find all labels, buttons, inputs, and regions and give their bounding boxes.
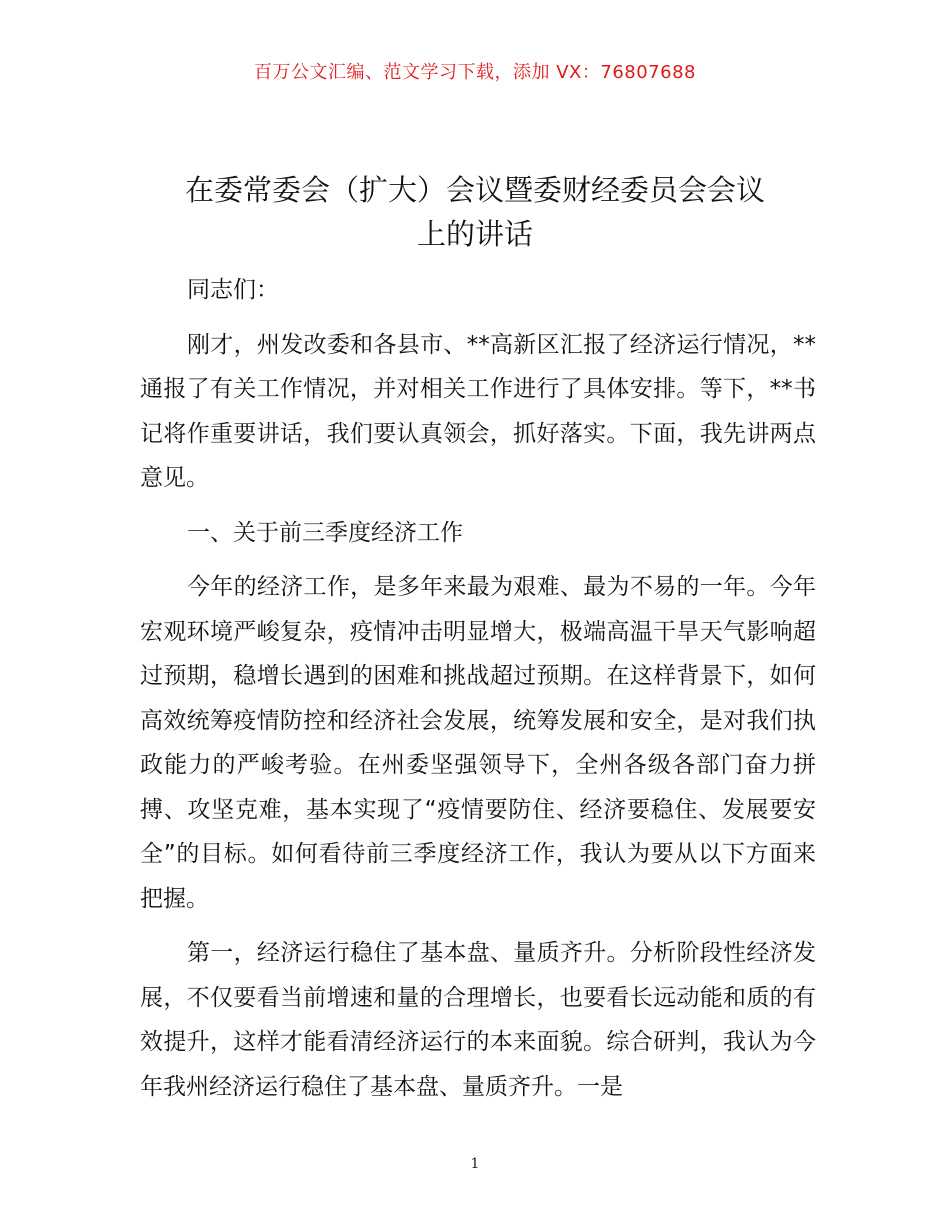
paragraph-intro: 刚才，州发改委和各县市、**高新区汇报了经济运行情况，**通报了有关工作情况，并对相关工作进行了具体安排。等下，**书记将作重要讲话，我们要认真领会，抓好落实。下面，我先讲两点意见。 bbox=[140, 331, 816, 491]
salutation: 同志们： bbox=[187, 277, 279, 303]
document-title bbox=[120, 168, 830, 256]
title-line-2: 上的讲话 bbox=[416, 217, 533, 251]
paragraph-first-point: 第一，经济运行稳住了基本盘、量质齐升。分析阶段性经济发展，不仅要看当前增速和量的合理增长，也要看长远动能和质的有效提升，这样才能看清经济运行的本来面貌。综合研判，我认为今年我州经济运行稳住了基本盘、量质齐升。一是 bbox=[140, 940, 816, 1100]
document-body bbox=[140, 268, 816, 1109]
section-heading-1: 一、关于前三季度经济工作 bbox=[187, 519, 463, 546]
title-line-1: 在委常委会（扩大）会议暨委财经委员会会议 bbox=[184, 173, 765, 207]
paragraph-economy-overview: 今年的经济工作，是多年来最为艰难、最为不易的一年。今年宏观环境严峻复杂，疫情冲击明显增大，极端高温干旱天气影响超过预期，稳增长遇到的困难和挑战超过预期。在这样背景下，如何高效统筹疫情防控和经济社会发展，统筹发展和安全，是对我们执政能力的严峻考验。在州委坚强领导下，全州各级各部门奋力拼搏、攻坚克难，基本实现了“疫情要防住、经济要稳住、发展要安全”的目标。如何看待前三季度经济工作，我认为要从以下方面来把握。 bbox=[140, 574, 816, 912]
page-number: 1 bbox=[470, 1156, 480, 1172]
header-watermark-note: 百万公文汇编、范文学习下载，添加 VX：76807688 bbox=[254, 62, 696, 83]
